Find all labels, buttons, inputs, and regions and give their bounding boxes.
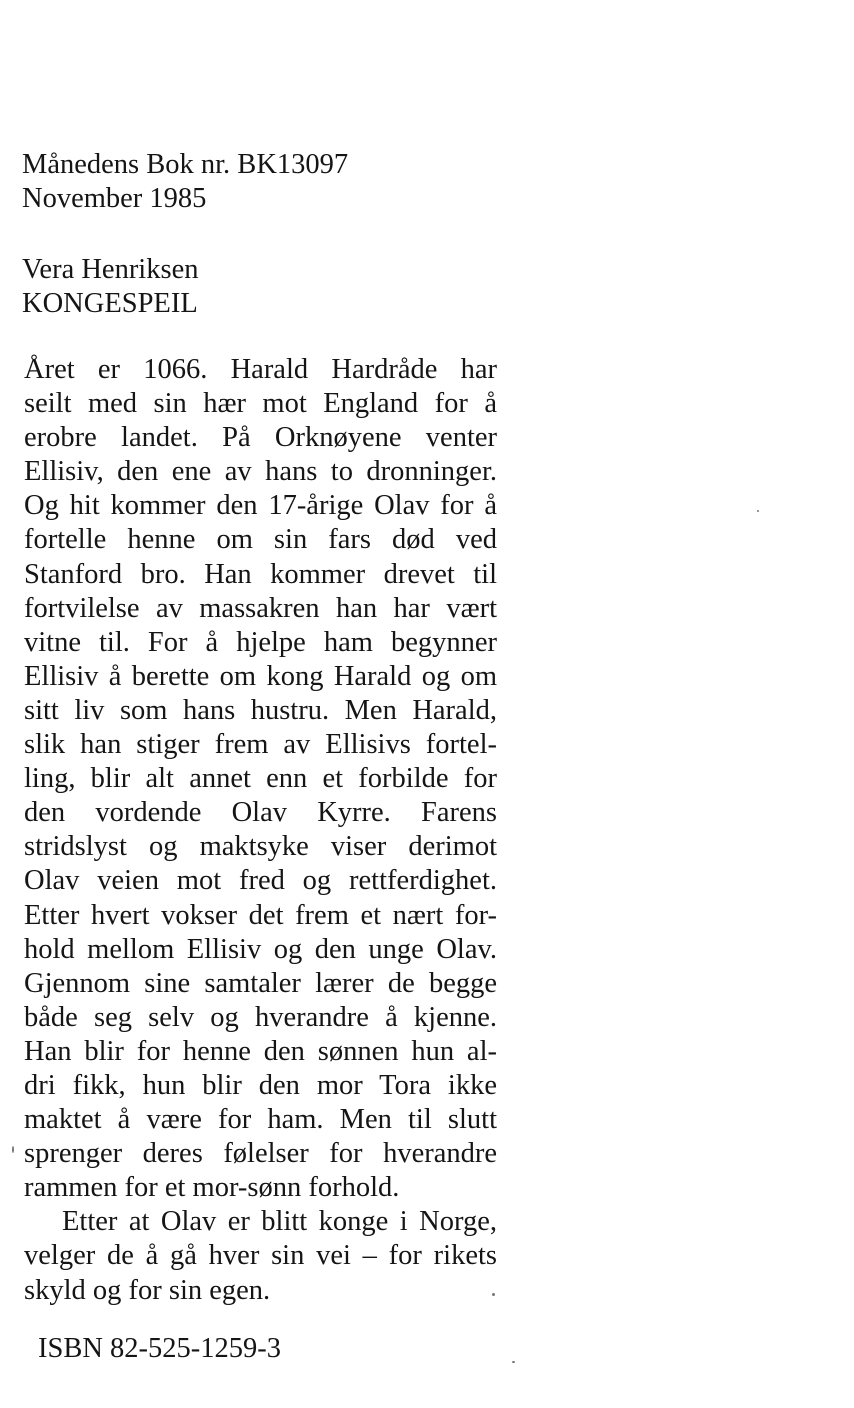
- blurb-line: Stanford bro. Han kommer drevet til: [24, 558, 497, 590]
- author-name: Vera Henriksen: [22, 254, 199, 285]
- blurb-line: Etter hvert vokser det frem et nært for-: [24, 899, 497, 931]
- blurb-line: Ellisiv å berette om kong Harald og om: [24, 660, 497, 692]
- blurb-line: maktet å være for ham. Men til slutt: [24, 1104, 497, 1136]
- blurb-line: Ellisiv, den ene av hans to dronninger.: [24, 456, 497, 488]
- edition-header: [22, 148, 348, 216]
- blurb-line: seilt med sin hær mot England for å: [24, 388, 497, 420]
- edition-date: November 1985: [22, 183, 207, 214]
- blurb-line: sitt liv som hans hustru. Men Harald,: [24, 694, 497, 726]
- blurb-line: Gjennom sine samtaler lærer de begge: [24, 967, 497, 999]
- blurb-line: stridslyst og maktsyke viser derimot: [24, 831, 497, 863]
- blurb-line: både seg selv og hverandre å kjenne.: [24, 1001, 497, 1033]
- blurb-line: ling, blir alt annet enn et forbilde for: [24, 763, 497, 795]
- blurb-text: [24, 353, 497, 1308]
- blurb-paragraph-1: [24, 353, 497, 1205]
- isbn-number: ISBN 82-525-1259-3: [38, 1333, 282, 1364]
- blurb-line: erobre landet. På Orknøyene venter: [24, 422, 497, 454]
- blurb-line: fortelle henne om sin fars død ved: [24, 524, 497, 556]
- book-title: KONGESPEIL: [22, 288, 198, 319]
- scan-speck: [12, 1146, 14, 1153]
- blurb-line: Etter at Olav er blitt konge i Norge,: [62, 1206, 497, 1238]
- blurb-line: dri fikk, hun blir den mor Tora ikke: [24, 1069, 497, 1101]
- blurb-line: Olav veien mot fred og rettferdighet.: [24, 865, 497, 897]
- blurb-line: hold mellom Ellisiv og den unge Olav.: [24, 933, 497, 965]
- scan-speck: [492, 1293, 495, 1296]
- scan-speck: [757, 510, 759, 512]
- blurb-line: rammen for et mor-sønn forhold.: [24, 1172, 400, 1204]
- blurb-line: fortvilelse av massakren han har vært: [24, 592, 497, 624]
- blurb-line: velger de å gå hver sin vei – for rikets: [24, 1240, 497, 1272]
- blurb-line: Året er 1066. Harald Hardråde har: [24, 354, 497, 385]
- scan-speck: [512, 1361, 515, 1363]
- blurb-line: vitne til. For å hjelpe ham begynner: [24, 626, 497, 658]
- blurb-line: slik han stiger frem av Ellisivs fortel-: [24, 729, 497, 761]
- blurb-line: Han blir for henne den sønnen hun al-: [24, 1035, 497, 1067]
- blurb-line: skyld og for sin egen.: [24, 1274, 271, 1306]
- edition-number: Månedens Bok nr. BK13097: [22, 149, 349, 180]
- blurb-paragraph-2: [24, 1205, 497, 1307]
- author-title-block: [22, 253, 198, 321]
- blurb-line: den vordende Olav Kyrre. Farens: [24, 797, 497, 829]
- blurb-line: sprenger deres følelser for hverandre: [24, 1138, 497, 1170]
- blurb-line: Og hit kommer den 17-årige Olav for å: [24, 490, 497, 522]
